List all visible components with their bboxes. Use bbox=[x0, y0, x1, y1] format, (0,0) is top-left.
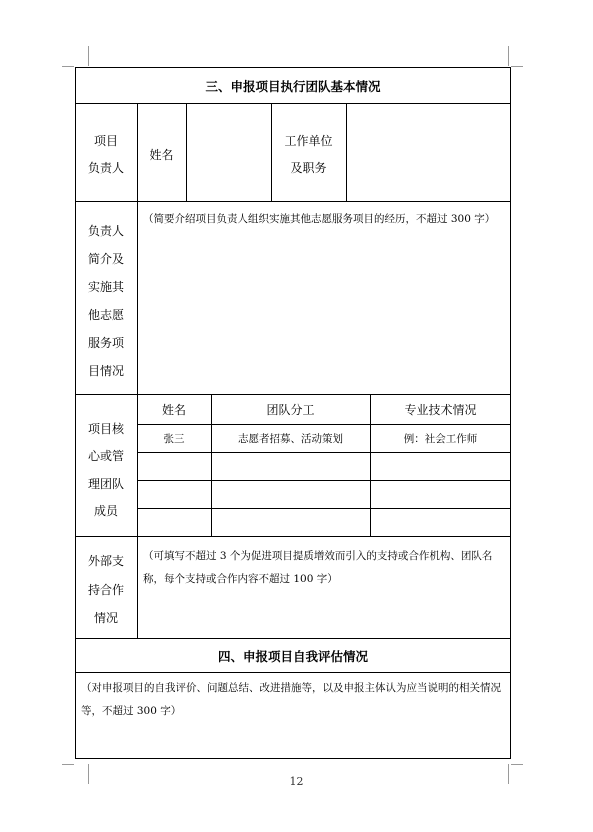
support-label-line: 外部支 bbox=[87, 554, 124, 568]
team-example-skill: 例：社会工作师 bbox=[403, 433, 478, 445]
intro-label-line: 他志愿 bbox=[87, 308, 124, 322]
intro-label-line: 实施其 bbox=[87, 280, 124, 294]
leader-label-line1: 项目 bbox=[93, 134, 118, 148]
intro-label-line: 负责人 bbox=[87, 224, 124, 238]
team-label-line: 心或管 bbox=[87, 449, 124, 463]
page-number: 12 bbox=[289, 775, 304, 788]
row-divider bbox=[75, 201, 511, 202]
crop-mark-top-right-h bbox=[511, 66, 523, 67]
workplace-label-line2: 及职务 bbox=[290, 161, 327, 175]
row-divider bbox=[137, 508, 511, 509]
crop-mark-bottom-left-h bbox=[62, 764, 74, 765]
support-label-line: 情况 bbox=[93, 611, 118, 625]
support-note[interactable]: （可填写不超过 3 个为促进项目提质增效而引入的支持或合作机构、团队名称，每个支持或合作内容不超过 100 字） bbox=[143, 550, 493, 585]
team-header-skill: 专业技术情况 bbox=[404, 403, 477, 417]
row-divider bbox=[137, 480, 511, 481]
team-label-line: 项目核 bbox=[87, 422, 124, 436]
section4-note[interactable]: （对申报项目的自我评价、问题总结、改进措施等，以及申报主体认为应当说明的相关情况等，不超过 300 字） bbox=[81, 682, 501, 717]
intro-label-line: 目情况 bbox=[87, 364, 124, 378]
crop-mark-top-left-v bbox=[88, 46, 89, 66]
row-divider bbox=[75, 103, 511, 104]
leader-label-line2: 负责人 bbox=[87, 161, 124, 175]
section4-title: 四、申报项目自我评估情况 bbox=[217, 649, 368, 664]
section3-title: 三、申报项目执行团队基本情况 bbox=[205, 79, 381, 94]
intro-label-line: 简介及 bbox=[87, 252, 124, 266]
row-divider bbox=[75, 672, 511, 673]
intro-label-line: 服务项 bbox=[87, 336, 124, 350]
workplace-label-line1: 工作单位 bbox=[284, 134, 333, 148]
workplace-value-cell[interactable] bbox=[347, 148, 511, 162]
team-label-line: 理团队 bbox=[87, 477, 124, 491]
intro-note[interactable]: （简要介绍项目负责人组织实施其他志愿服务项目的经历，不超过 300 字） bbox=[143, 213, 496, 225]
row-divider bbox=[137, 424, 511, 425]
row-divider bbox=[75, 536, 511, 537]
support-label-line: 持合作 bbox=[87, 583, 124, 597]
team-example-role: 志愿者招募、活动策划 bbox=[238, 433, 343, 445]
crop-mark-bottom-right-h bbox=[511, 764, 523, 765]
name-value-cell[interactable] bbox=[187, 148, 271, 162]
crop-mark-top-right-v bbox=[508, 46, 509, 66]
col-divider bbox=[137, 103, 138, 638]
name-label: 姓名 bbox=[149, 148, 174, 162]
team-header-name: 姓名 bbox=[161, 403, 186, 417]
row-divider bbox=[75, 638, 511, 639]
row-divider bbox=[137, 452, 511, 453]
team-header-role: 团队分工 bbox=[266, 403, 315, 417]
team-label-line: 成员 bbox=[93, 504, 118, 518]
col-divider bbox=[271, 103, 272, 201]
crop-mark-top-left-h bbox=[62, 66, 74, 67]
team-example-name: 张三 bbox=[163, 433, 185, 445]
row-divider bbox=[75, 394, 511, 395]
